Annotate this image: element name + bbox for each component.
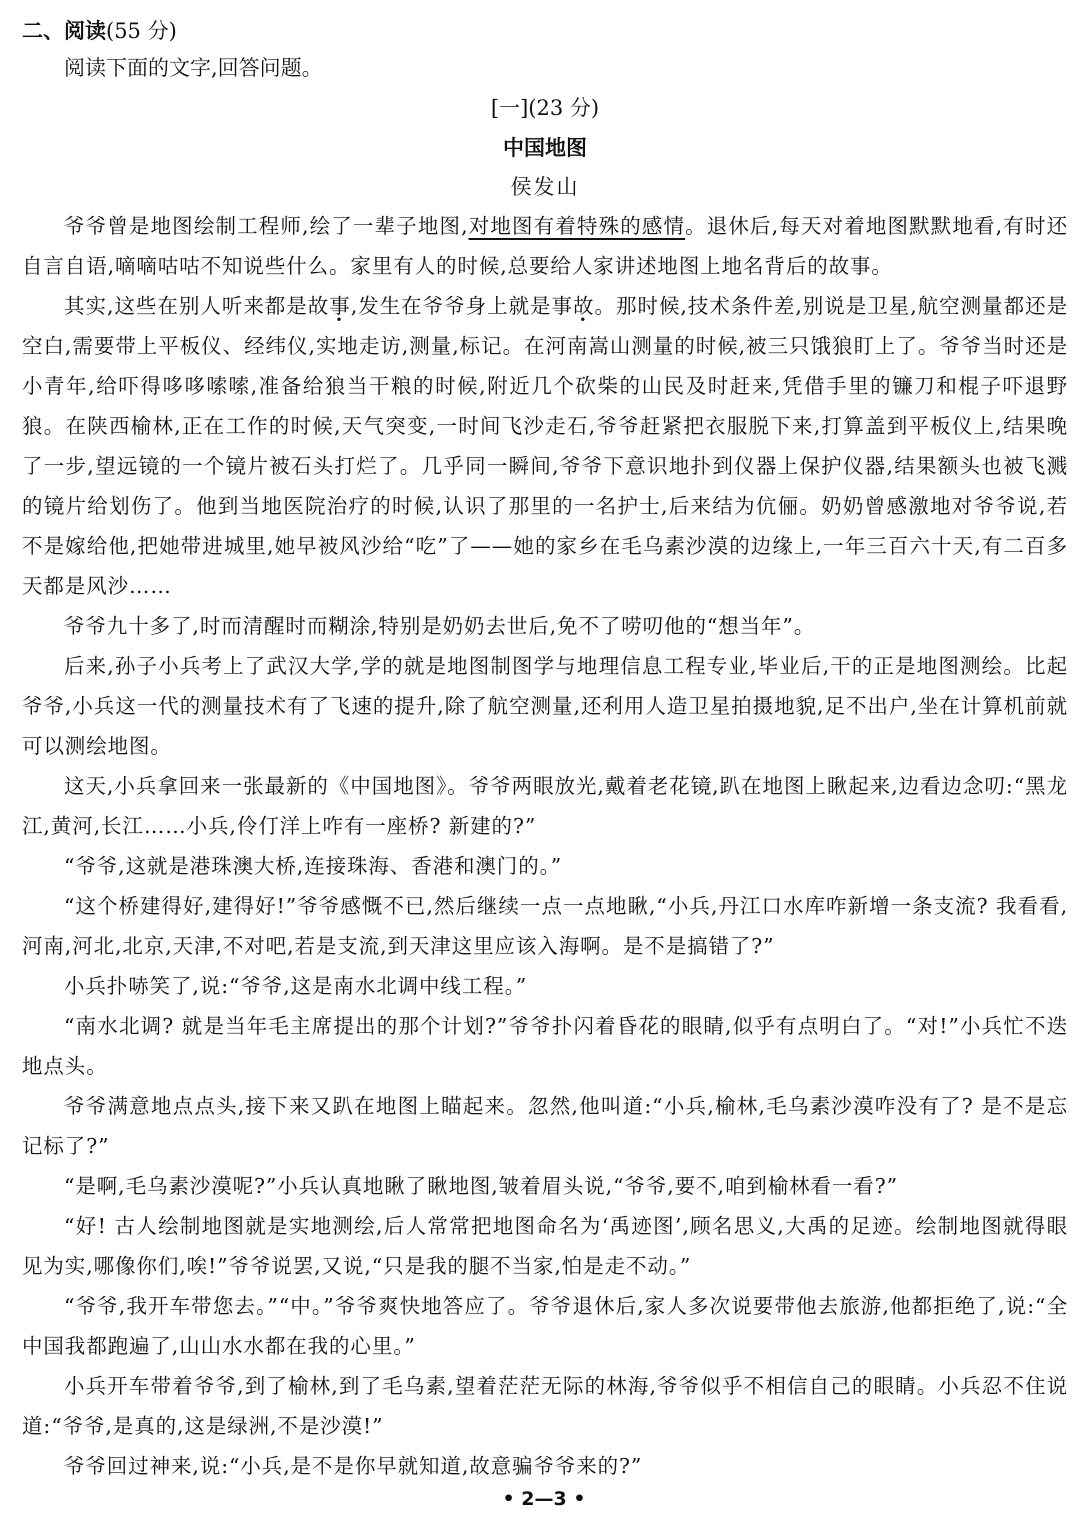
- paragraph-2-text-c: 故。那时候,技术条件差,别说是卫星,航空测量都还是空白,需要带上平板仪、经纬仪,实地走访,测量,标记。在河南嵩山测量的时候,被三只饿狼盯上了。爷爷当时还是小青年,给吓得哆哆嗦嗦,准备给狼当干粮的时候,附近几个砍柴的山民及时赶来,凭借手里的镰刀和棍子吓退野狼。在陕西榆林,正在工作的时候,天气突变,一时间飞沙走石,爷爷赶紧把衣服脱下来,打算盖到平板仪上,结果晚了一步,望远镜的一个镜片被石头打烂了。几乎同一瞬间,爷爷下意识地扑到仪器上保护仪器,结果额头也被飞溅的镜片给划伤了。他到当地医院治疗的时候,认识了那里的一名护士,后来结为伉俪。奶奶曾感激地对爷爷说,若不是嫁给他,把她带进城里,她早被风沙给“吃”了——她的家乡在毛乌素沙漠的边缘上,一年三百六十天,有二百多天都是风沙……: [22, 294, 1068, 598]
- paragraph: “爷爷,这就是港珠澳大桥,连接珠海、香港和澳门的。”: [64, 854, 563, 878]
- paragraph: “爷爷,我开车带您去。”“中。”爷爷爽快地答应了。爷爷退休后,家人多次说要带他去旅游,他都拒绝了,说:“全中国我都跑遍了,山山水水都在我的心里。”: [22, 1294, 1068, 1358]
- article-author: 侯发山: [510, 175, 580, 199]
- underlined-phrase: 对地图有着特殊的感情: [468, 214, 686, 238]
- paragraph-2-text-b: 事,发生在爷爷身上就是: [329, 294, 552, 318]
- paragraph-2-text-a: 其实,这些在别人听来都是: [64, 294, 308, 318]
- part-label: [22, 88, 1068, 128]
- paragraph: 这天,小兵拿回来一张最新的《中国地图》。爷爷两眼放光,戴着老花镜,趴在地图上瞅起来,边看边念叨:“黑龙江,黄河,长江……小兵,伶仃洋上咋有一座桥? 新建的?”: [22, 774, 1068, 838]
- section-heading: [22, 14, 1068, 48]
- paragraph-2: [22, 286, 1068, 606]
- exam-page: [22, 14, 1068, 1486]
- article-title: 中国地图: [503, 136, 587, 160]
- paragraph: 爷爷九十多了,时而清醒时而糊涂,特别是奶奶去世后,免不了唠叨他的“想当年”。: [64, 614, 816, 638]
- section-title: 二、阅读: [22, 19, 106, 43]
- paragraph-1-text-b: 。退休后,每天对着地图默默地看,有时还自言自语,嘀嘀咕咕不知说些什么。家里有人的时候,总要给人家讲述地图上地名背后的故事。: [22, 214, 1068, 278]
- paragraph: “南水北调? 就是当年毛主席提出的那个计划?”爷爷扑闪着昏花的眼睛,似乎有点明白了。“对!”小兵忙不迭地点头。: [22, 1014, 1068, 1078]
- paragraph: 小兵扑哧笑了,说:“爷爷,这是南水北调中线工程。”: [64, 974, 528, 998]
- paragraph: 爷爷回过神来,说:“小兵,是不是你早就知道,故意骗爷爷来的?”: [64, 1454, 643, 1478]
- paragraph: 后来,孙子小兵考上了武汉大学,学的就是地图制图学与地理信息工程专业,毕业后,干的正是地图测绘。比起爷爷,小兵这一代的测量技术有了飞速的提升,除了航空测量,还利用人造卫星拍摄地貌,足不出户,坐在计算机前就可以测绘地图。: [22, 654, 1068, 758]
- part-score: (23 分): [528, 96, 600, 120]
- paragraph-1-text-a: 爷爷曾是地图绘制工程师,绘了一辈子地图,: [64, 214, 469, 238]
- paragraph-1: [22, 206, 1068, 286]
- paragraph: “是啊,毛乌素沙漠呢?”小兵认真地瞅了瞅地图,皱着眉头说,“爷爷,要不,咱到榆林看一看?”: [64, 1174, 898, 1198]
- paragraph: 爷爷满意地点点头,接下来又趴在地图上瞄起来。忽然,他叫道:“小兵,榆林,毛乌素沙漠咋没有了? 是不是忘记标了?”: [22, 1094, 1068, 1158]
- emphasis-dot-char: 事: [551, 294, 574, 318]
- section-score: (55 分): [106, 19, 177, 43]
- emphasis-dot-char: 故: [307, 294, 330, 318]
- reading-instruction: 阅读下面的文字,回答问题。: [64, 56, 323, 80]
- page-number: • 2—3 •: [502, 1488, 586, 1510]
- paragraph: 小兵开车带着爷爷,到了榆林,到了毛乌素,望着茫茫无际的林海,爷爷似乎不相信自己的眼睛。小兵忍不住说道:“爷爷,是真的,这是绿洲,不是沙漠!”: [22, 1374, 1068, 1438]
- paragraph: “好! 古人绘制地图就是实地测绘,后人常常把地图命名为‘禹迹图’,顾名思义,大禹的足迹。绘制地图就得眼见为实,哪像你们,唉!”爷爷说罢,又说,“只是我的腿不当家,怕是走不动。”: [22, 1214, 1068, 1278]
- paragraph: “这个桥建得好,建得好!”爷爷感慨不已,然后继续一点一点地瞅,“小兵,丹江口水库咋新增一条支流? 我看看,河南,河北,北京,天津,不对吧,若是支流,到天津这里应该入海啊。是不是搞错了?”: [22, 894, 1068, 958]
- part-number: [一]: [490, 96, 529, 120]
